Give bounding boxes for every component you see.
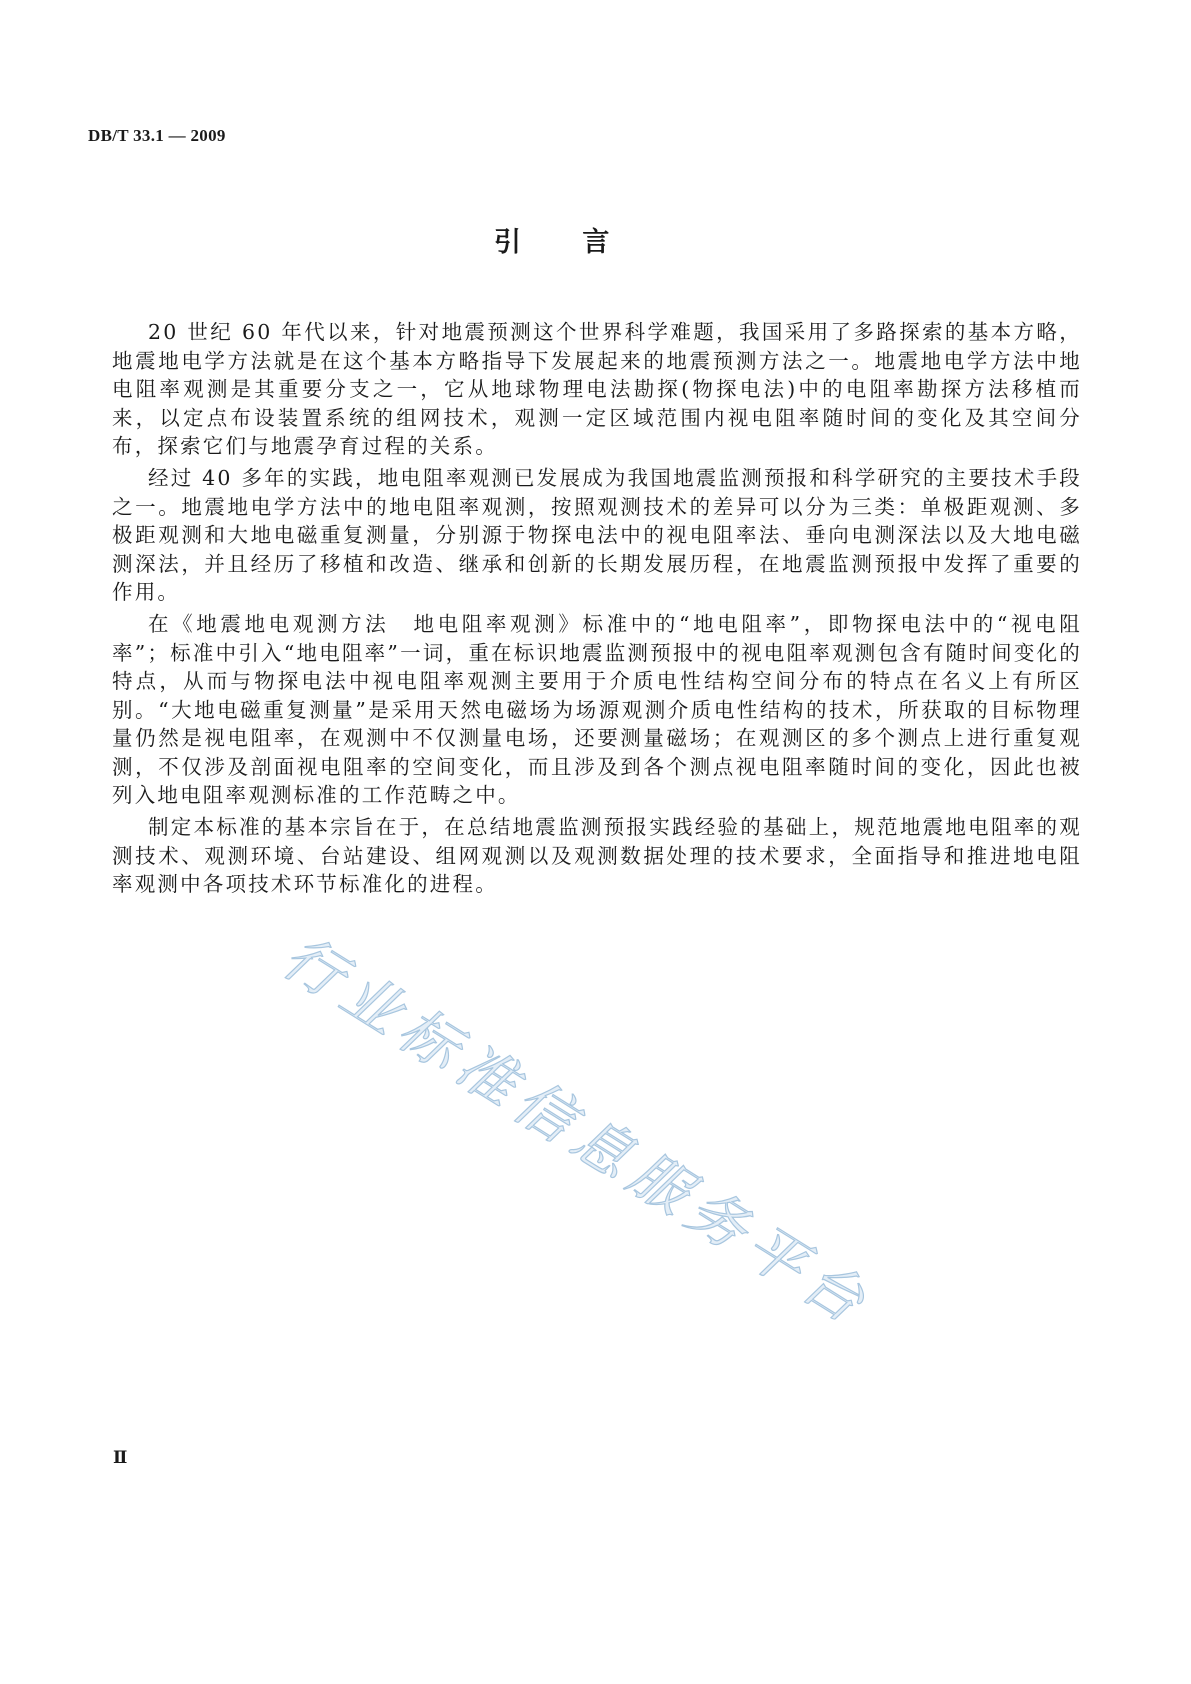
introduction-body [112,318,1082,902]
page-number: Ⅱ [113,1448,128,1467]
watermark: 行业标准信息服务平台 [271,922,885,1341]
paragraph-2: 经过 40 多年的实践，地电阻率观测已发展成为我国地震监测预报和科学研究的主要技术手段之一。地震地电学方法中的地电阻率观测，按照观测技术的差异可以分为三类：单极距观测、多极距观测和大地电磁重复测量，分别源于物探电法中的视电阻率法、垂向电测深法以及大地电磁测深法，并且经历了移植和改造、继承和创新的长期发展历程，在地震监测预报中发挥了重要的作用。 [112,466,1082,604]
paragraph-4: 制定本标准的基本宗旨在于，在总结地震监测预报实践经验的基础上，规范地震地电阻率的观测技术、观测环境、台站建设、组网观测以及观测数据处理的技术要求，全面指导和推进地电阻率观测中各项技术环节标准化的进程。 [112,815,1082,896]
paragraph-1: 20 世纪 60 年代以来，针对地震预测这个世界科学难题，我国采用了多路探索的基本方略，地震地电学方法就是在这个基本方略指导下发展起来的地震预测方法之一。地震地电学方法中地电阻率观测是其重要分支之一，它从地球物理电法勘探(物探电法)中的电阻率勘探方法移植而来，以定点布设装置系统的组网技术，观测一定区域范围内视电阻率随时间的变化及其空间分布，探索它们与地震孕育过程的关系。 [112,320,1082,458]
page-title: 引 言 [494,227,610,258]
document-code: DB/T 33.1 — 2009 [88,126,226,145]
paragraph-3: 在《地震地电观测方法 地电阻率观测》标准中的“地电阻率”，即物探电法中的“视电阻率”；标准中引入“地电阻率”一词，重在标识地震监测预报中的视电阻率观测包含有随时间变化的特点，从而与物探电法中视电阻率观测主要用于介质电性结构空间分布的特点在名义上有所区别。“大地电磁重复测量”是采用天然电磁场为场源观测介质电性结构的技术，所获取的目标物理量仍然是视电阻率，在观测中不仅测量电场，还要测量磁场；在观测区的多个测点上进行重复观测，不仅涉及剖面视电阻率的空间变化，而且涉及到各个测点视电阻率随时间的变化，因此也被列入地电阻率观测标准的工作范畴之中。 [112,612,1082,807]
